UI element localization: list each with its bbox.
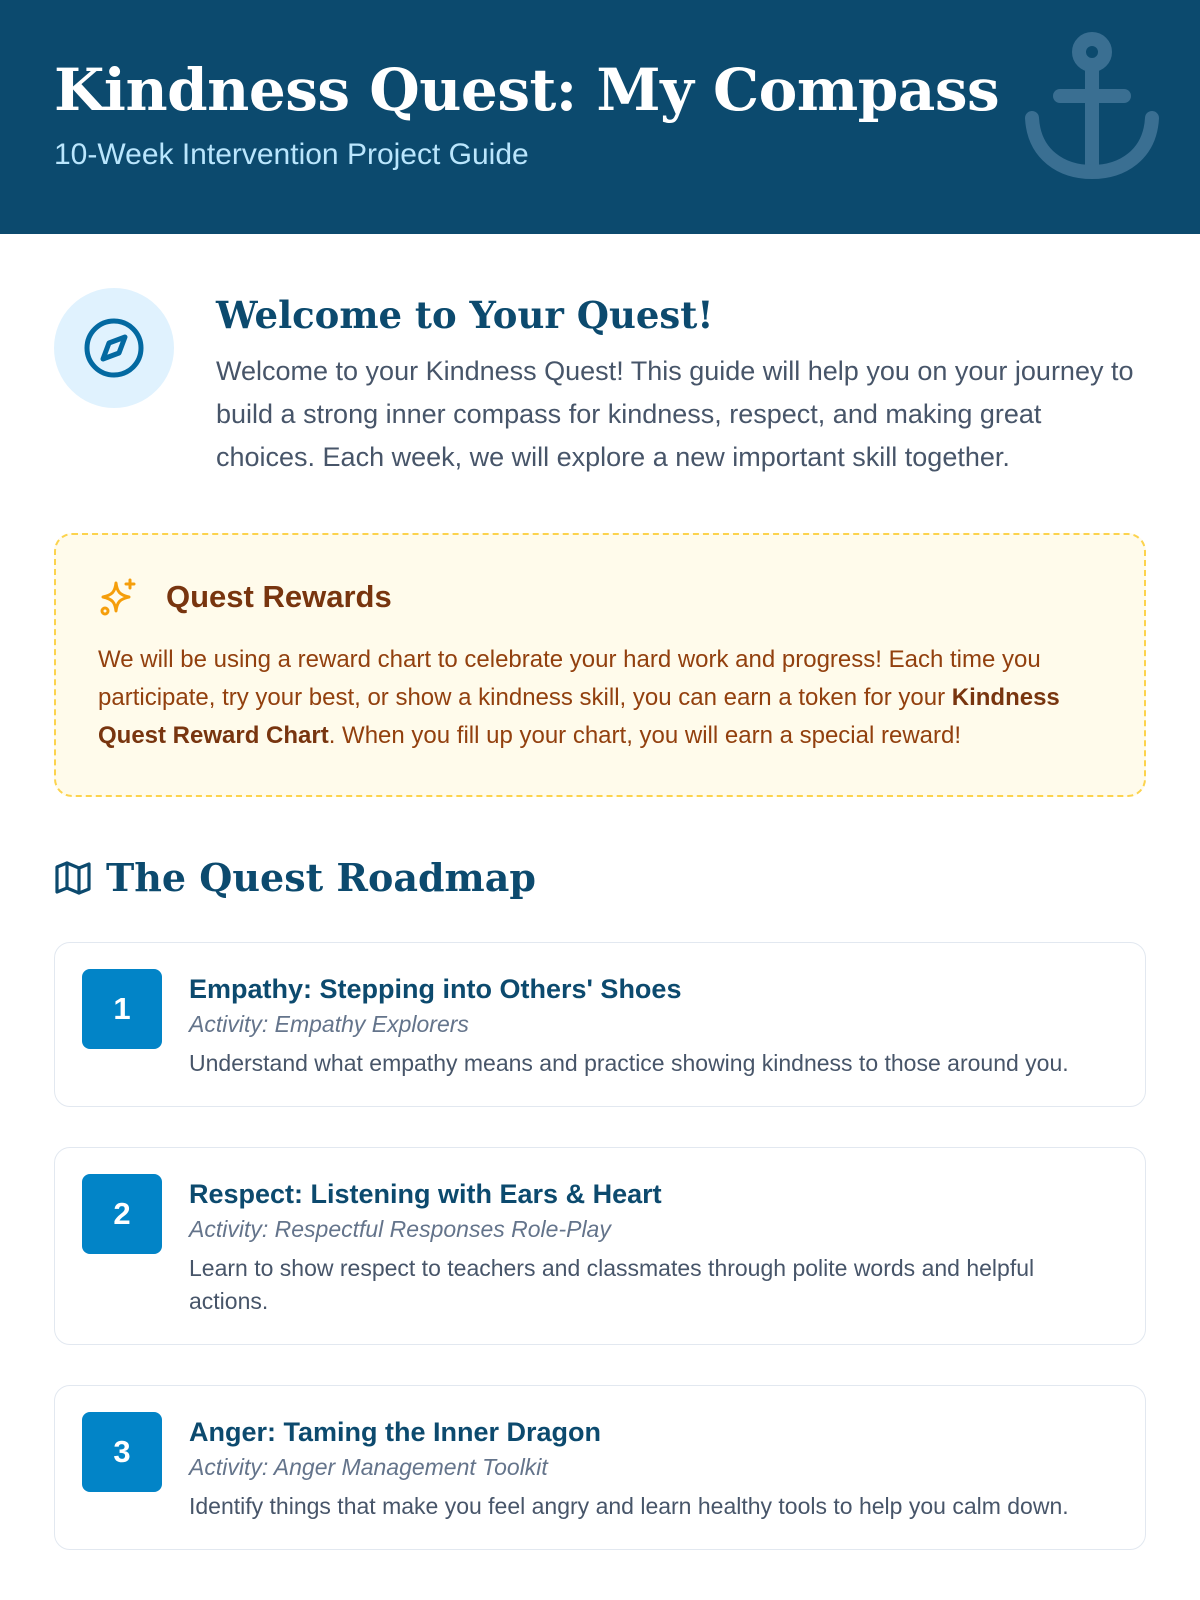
rewards-heading: Quest Rewards (166, 579, 392, 614)
week-description: Understand what empathy means and practice showing kindness to those around you. (189, 1050, 1069, 1076)
roadmap-heading: The Quest Roadmap (106, 855, 536, 900)
welcome-section (54, 288, 1146, 479)
roadmap-header (54, 855, 1146, 900)
week-description: Learn to show respect to teachers and classmates through polite words and helpful actions. (189, 1255, 1035, 1314)
week-card (54, 942, 1146, 1107)
welcome-body: Welcome to your Kindness Quest! This guide will help you on your journey to build a strong inner compass for kindness, respect, and making great choices. Each week, we will explore a new important skill together. (216, 356, 1134, 472)
week-activity: Activity: Anger Management Toolkit (189, 1454, 548, 1480)
week-title: Respect: Listening with Ears & Heart (189, 1179, 662, 1209)
compass-icon (82, 316, 146, 380)
compass-badge (54, 288, 174, 408)
rewards-body: We will be using a reward chart to celebrate your hard work and progress! Each time you participate, try your best, or show a kindness skill, you can earn a token for your Kindness Quest Reward Chart. When you fill up your chart, you will earn a special reward! (98, 646, 1060, 749)
anchor-icon (1022, 30, 1162, 190)
week-number-badge: 1 (82, 969, 162, 1049)
reward-chart-name: Kindness Quest Reward Chart (98, 684, 1060, 749)
page-subtitle: 10-Week Intervention Project Guide (54, 138, 529, 171)
map-icon (54, 859, 92, 897)
week-title: Anger: Taming the Inner Dragon (189, 1417, 602, 1447)
week-description: Identify things that make you feel angry and learn healthy tools to help you calm down. (189, 1493, 1069, 1519)
week-card (54, 1385, 1146, 1550)
week-card (54, 1147, 1146, 1345)
week-title: Empathy: Stepping into Others' Shoes (189, 974, 682, 1004)
page-header (0, 0, 1200, 234)
week-activity: Activity: Empathy Explorers (189, 1011, 469, 1037)
page-title: Kindness Quest: My Compass (54, 56, 1000, 124)
week-number-badge: 3 (82, 1412, 162, 1492)
week-number-badge: 2 (82, 1174, 162, 1254)
week-list (54, 942, 1146, 1550)
quest-rewards-box (54, 533, 1146, 797)
main-content (0, 288, 1200, 1550)
week-activity: Activity: Respectful Responses Role-Play (189, 1216, 611, 1242)
welcome-heading: Welcome to Your Quest! (216, 293, 714, 337)
sparkles-icon (98, 577, 138, 617)
